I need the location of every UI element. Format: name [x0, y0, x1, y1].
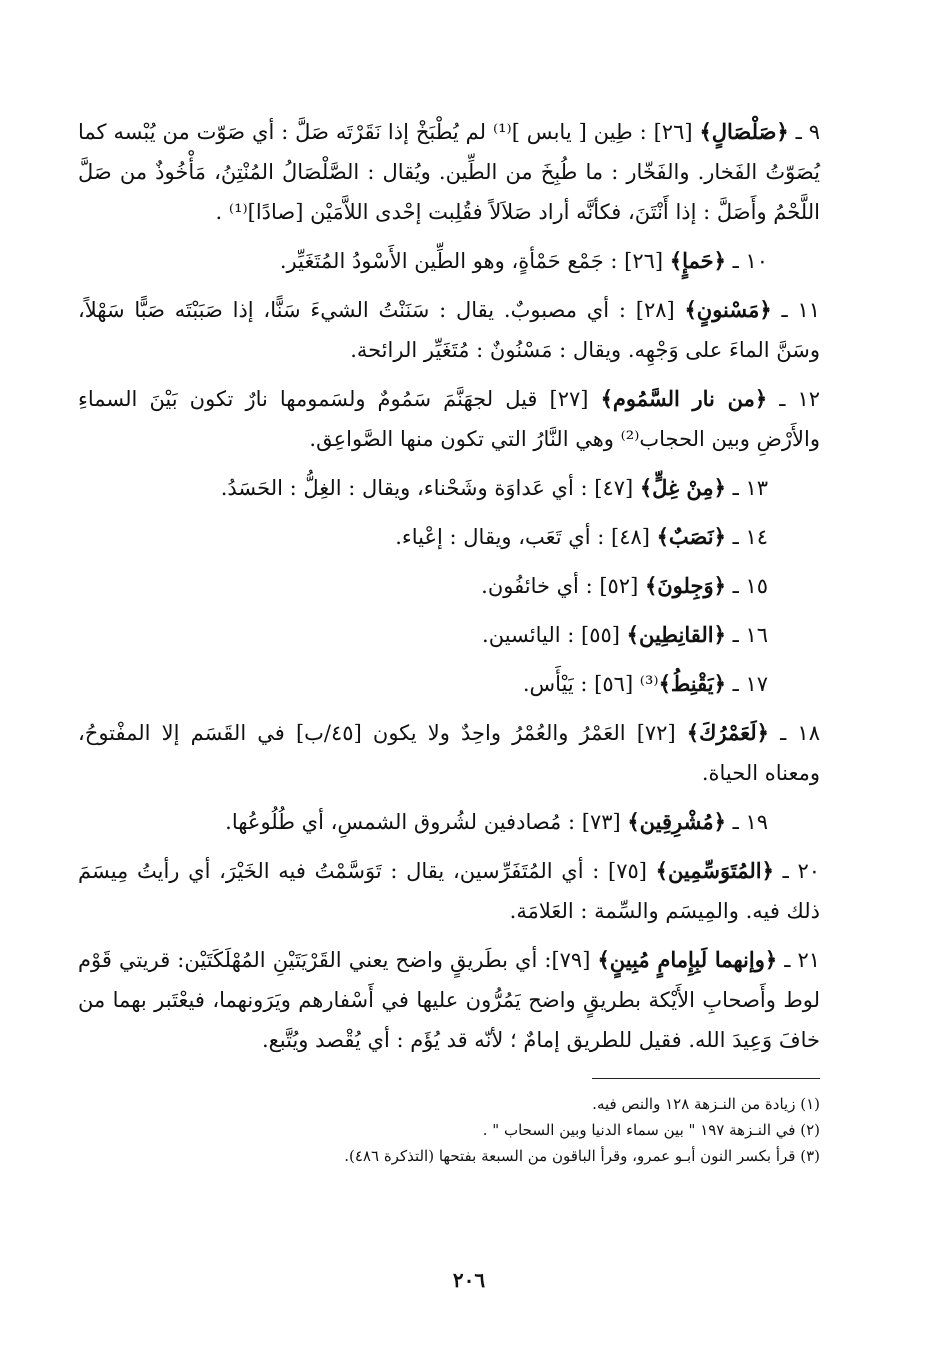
entry-text: ⁽³⁾ [٥٦] : يَيْأَس.	[522, 672, 659, 696]
entry-number: ٢١ ـ	[784, 948, 821, 972]
entry-16	[78, 615, 820, 655]
entry-number: ١٠ ـ	[732, 249, 768, 273]
entry-12	[78, 379, 820, 459]
entry-17	[78, 664, 820, 704]
footnote-2: (٢) في النـزهة ١٩٧ " بين سماء الدنيا وبين السحاب " .	[482, 1121, 820, 1139]
entry-text: [٢٦] : طِين [ يابس ]⁽¹⁾ لم يُطْبَخْ إذا نَقَرْتَه صَلَّ : أي صَوّت من يُبْسه كما يُصَوّتُ الفَخار. والفَخّار : ما طُبِخَ من الطِّين. ويُقال : الصَّلْصَالُ المُنْتِنُ، مَأْخُوذٌ من صَلَّ اللَّحْمُ وأَصَلَّ : إذا أَنْتَنَ، فكأنَّه أراد صَلاَلاً فقُلِبت إحْدى اللاَّمَيْن [صادًا]⁽¹⁾ .	[78, 120, 820, 224]
entry-14	[78, 517, 820, 557]
entry-text: [٧٥] : أي المُتَفَرِّسين، يقال : تَوَسَّمْتُ فيه الخَيْرَ، أي رأيتُ مِيسَمَ ذلك فيه. والمِيسَم والسِّمة : العَلامَة.	[78, 859, 820, 923]
entry-18	[78, 713, 820, 793]
entry-text: [٥٥] : اليائسين.	[482, 623, 627, 647]
entry-term: ﴿مُشْرِقِين﴾	[627, 809, 726, 834]
entry-number: ١٢ ـ	[779, 387, 820, 411]
footnotes	[78, 1091, 820, 1169]
entry-number: ٢٠ ـ	[782, 859, 820, 883]
entry-21	[78, 940, 820, 1060]
entry-number: ١٨ ـ	[780, 721, 820, 745]
entry-term: ﴿مِنْ غِلٍّ﴾	[639, 475, 726, 500]
entry-text: [٢٨] : أي مصبوبٌ. يقال : سَنَنْتُ الشيءَ سَنًّا، إذا صَبَبْتَه صَبًّا سَهْلاً، وسَنَّ الماءَ على وَجْهِه. ويقال : مَسْنُونٌ : مُتَغَيِّر الرائحة.	[78, 298, 820, 362]
entry-text: [٥٢] : أي خائفُون.	[481, 574, 645, 598]
entry-number: ٩ ـ	[795, 120, 820, 144]
entry-text: [٤٨] : أي تَعَب، ويقال : إعْياء.	[395, 525, 657, 549]
entry-15	[78, 566, 820, 606]
entry-term: ﴿مَسْنونٍ﴾	[684, 297, 772, 322]
entry-text: [٧٩]: أي بطَريقٍ واضح يعني القَرْيَتَيْنِ المُهْلَكَتَيْن: قريتي قَوْم لوط وأَصحابِ الأَيْكة بطريقٍ واضح يَمُرُّون عليها في أَسْفارهم ويَرَونهما، فيعْتَبر بهما من خافَ وَعِيدَ الله. فقيل للطريق إمامٌ ؛ لأنّه قد يُؤَم : أي يُقْصد ويُتَّبع.	[78, 948, 820, 1052]
entry-13	[78, 468, 820, 508]
entry-term: ﴿صَلْصَالٍ﴾	[699, 119, 789, 144]
entry-number: ١٤ ـ	[732, 525, 768, 549]
entry-number: ١٩ ـ	[732, 810, 768, 834]
entry-number: ١٥ ـ	[732, 574, 768, 598]
entry-term: ﴿القانِطِين﴾	[626, 622, 726, 647]
entry-term: ﴿لَعَمْرُكَ﴾	[686, 720, 769, 745]
entry-number: ١١ ـ	[781, 298, 820, 322]
entry-text: [٢٧] قيل لجهَنَّمَ سَمُومٌ ولسَمومها نارٌ تكون بَيْنَ السماءِ والأَرْضِ وبين الحجاب⁽²⁾ وهي النَّارُ التي تكون منها الصَّواعِق.	[78, 387, 820, 451]
entry-term: ﴿حَمإٍ﴾	[669, 248, 726, 273]
footnote-3: (٣) قرأ بكسر النون أبـو عمرو، وقرأ الباقون من السبعة بفتحها (التذكرة ٤٨٦).	[344, 1147, 820, 1165]
footnote-1: (١) زيادة من النـزهة ١٢٨ والنص فيه.	[592, 1095, 820, 1113]
entry-number: ١٦ ـ	[732, 623, 768, 647]
entry-20	[78, 851, 820, 931]
entry-10	[78, 241, 820, 281]
glossary-entries	[78, 112, 820, 1060]
entry-number: ١٧ ـ	[732, 672, 768, 696]
entry-term: ﴿وإنهما لَبِإِمامٍ مُبِينٍ﴾	[597, 947, 778, 972]
entry-term: ﴿من نار السَّمُوم﴾	[600, 386, 768, 411]
entry-number: ١٣ ـ	[732, 476, 768, 500]
entry-text: [٤٧] : أي عَداوَة وشَحْناء، ويقال : الغِلُّ : الحَسَدُ.	[220, 476, 640, 500]
page-number: ٢٠٦	[452, 1268, 486, 1292]
entry-term: ﴿نَصَبٌ﴾	[656, 524, 726, 549]
entry-19	[78, 802, 820, 842]
entry-term: ﴿يَقْنِطُ﴾	[658, 671, 726, 696]
footnote-divider	[592, 1078, 820, 1079]
entry-term: ﴿وَجِلونَ﴾	[644, 573, 726, 598]
entry-term: ﴿المُتَوَسِّمِين﴾	[655, 858, 774, 883]
entry-text: [٢٦] : جَمْع حَمْأةٍ، وهو الطِّين الأَسْودُ المُتَغَيِّر.	[279, 249, 670, 273]
entry-11	[78, 290, 820, 370]
entry-text: [٧٣] : مُصادفين لشُروق الشمسِ، أي طُلُوعُها.	[225, 810, 628, 834]
entry-text: [٧٢] العَمْرُ والعُمْرُ واحِدٌ ولا يكون [٤٥/ب] في القَسَم إلا المفْتوحُ، ومعناه الحياة.	[78, 721, 820, 785]
entry-9	[78, 112, 820, 232]
